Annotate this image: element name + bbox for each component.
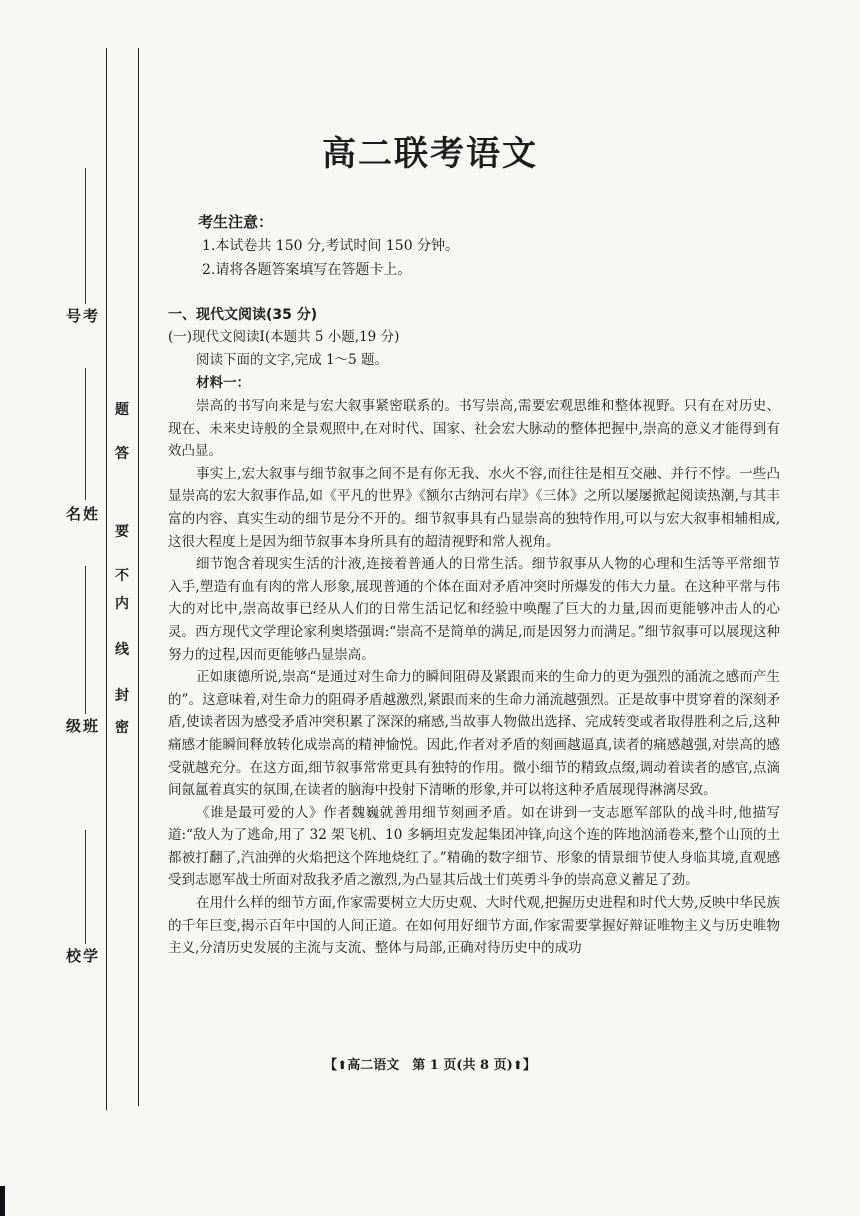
instruction: 阅读下面的文字,完成 1～5 题。 [196, 352, 389, 368]
seal-char: 答 [115, 446, 129, 462]
paragraph: 崇高的书写向来是与宏大叙事紧密联系的。书写崇高,需要宏观思维和整体视野。只有在对历史、现在、未来史诗般的全景观照中,在对时代、国家、社会宏大脉动的整体把握中,崇高的意义才能得到有效凸显。 [168, 398, 780, 460]
paragraph: 细节饱含着现实生活的汁液,连接着普通人的日常生活。细节叙事从人物的心理和生活等平常细节入手,塑造有血有肉的常人形象,展现普通的个体在面对矛盾冲突时所爆发的伟大力量。在这种平常与伟大的对比中,崇高故事已经从人们的日常生活记忆和经验中唤醒了巨大的力量,因而更能够冲击人的心灵。西方现代文学理论家利奥塔强调:“崇高不是简单的满足,而是因努力而满足。”细节叙事可以展现这种努力的过程,因而更能够凸显崇高。 [168, 556, 780, 663]
seal-char: 密 [115, 720, 129, 736]
page-title: 高二联考语文 [322, 134, 538, 174]
exam-notice [198, 210, 678, 282]
fill-line [85, 168, 86, 304]
notice-item: 2.请将各题答案填写在答题卡上。 [202, 262, 412, 278]
notice-heading: 考生注意： [198, 213, 274, 231]
fill-line [85, 368, 86, 500]
footer-bracket: 【 [324, 1058, 338, 1073]
up-arrow-icon: ⬆ [512, 1058, 523, 1072]
section-heading: 一、现代文阅读(35 分) [168, 307, 318, 323]
field-label: 学校 [64, 948, 99, 963]
paragraph: 《谁是最可爱的人》作者魏巍就善用细节刻画矛盾。如在讲到一支志愿军部队的战斗时,他描写道:“敌人为了逃命,用了 32 架飞机、10 多辆坦克发起集团冲锋,向这个连的阵地汹涌卷来,整个山顶的土都被打翻了,汽油弹的火焰把这个阵地烧红了。”精确的数字细节、形象的情景细节使人身临其境,直观感受到志愿军战士所面对敌我矛盾之激烈,为凸显其后战士们英勇斗争的崇高意义蓄足了劲。 [168, 804, 780, 889]
field-label: 姓名 [64, 506, 99, 521]
material-label: 材料一： [196, 375, 250, 391]
binding-line-inner [138, 48, 139, 1106]
paragraph: 在用什么样的细节方面,作家需要树立大历史观、大时代观,把握历史进程和时代大势,反映中华民族的千年巨变,揭示百年中国的人间正道。在如何用好细节方面,作家需要掌握好辩证唯物主义与历史唯物主义,分清历史发展的主流与支流、整体与局部,正确对待历史中的成功 [168, 895, 780, 957]
scan-corner-mark [0, 1186, 5, 1216]
footer-text: 高二语文 第 1 页(共 8 页) [347, 1058, 513, 1073]
page-footer [150, 1054, 710, 1073]
field-label: 班级 [64, 718, 99, 733]
seal-char: 不 [115, 568, 129, 584]
fill-line [85, 566, 86, 714]
seal-char: 封 [115, 688, 129, 704]
footer-bracket: 】 [522, 1058, 536, 1073]
seal-char: 内 [115, 596, 129, 612]
fill-line [85, 830, 86, 944]
notice-item: 1.本试卷共 150 分,考试时间 150 分钟。 [202, 238, 460, 254]
seal-char: 题 [115, 402, 129, 418]
subsection-heading: (一)现代文阅读Ⅰ(本题共 5 小题,19 分) [168, 329, 400, 345]
field-label: 考号 [64, 308, 99, 323]
reading-section [168, 304, 780, 960]
seal-char: 要 [115, 524, 129, 540]
paragraph: 正如康德所说,崇高“是通过对生命力的瞬间阻碍及紧跟而来的生命力的更为强烈的涌流之感而产生的”。这意味着,对生命力的阻碍矛盾越激烈,紧跟而来的生命力涌流越强烈。正是故事中贯穿着的深刻矛盾,使读者因为感受矛盾冲突积累了深深的痛感,当故事人物做出选择、完成转变或者取得胜利之后,这种痛感才能瞬间释放转化成崇高的精神愉悦。因此,作者对矛盾的刻画越逼真,读者的痛感越强,对崇高的感受就越充分。在这方面,细节叙事常常更具有独特的作用。微小细节的精致点缀,调动着读者的感官,点滴间氤氲着真实的氛围,在读者的脑海中投射下清晰的形象,并可以将这种矛盾展现得淋漓尽致。 [168, 669, 780, 799]
paragraph: 事实上,宏大叙事与细节叙事之间不是有你无我、水火不容,而往往是相互交融、并行不悖。一些凸显崇高的宏大叙事作品,如《平凡的世界》《额尔古纳河右岸》《三体》之所以屡屡掀起阅读热潮,与其丰富的内容、真实生动的细节是分不开的。细节叙事具有凸显崇高的独特作用,可以与宏大叙事相辅相成,这很大程度上是因为细节叙事本身所具有的超清视野和常人视角。 [168, 465, 780, 550]
seal-char: 线 [115, 642, 129, 658]
binding-line-outer [106, 48, 107, 1110]
up-arrow-icon: ⬆ [337, 1058, 348, 1072]
